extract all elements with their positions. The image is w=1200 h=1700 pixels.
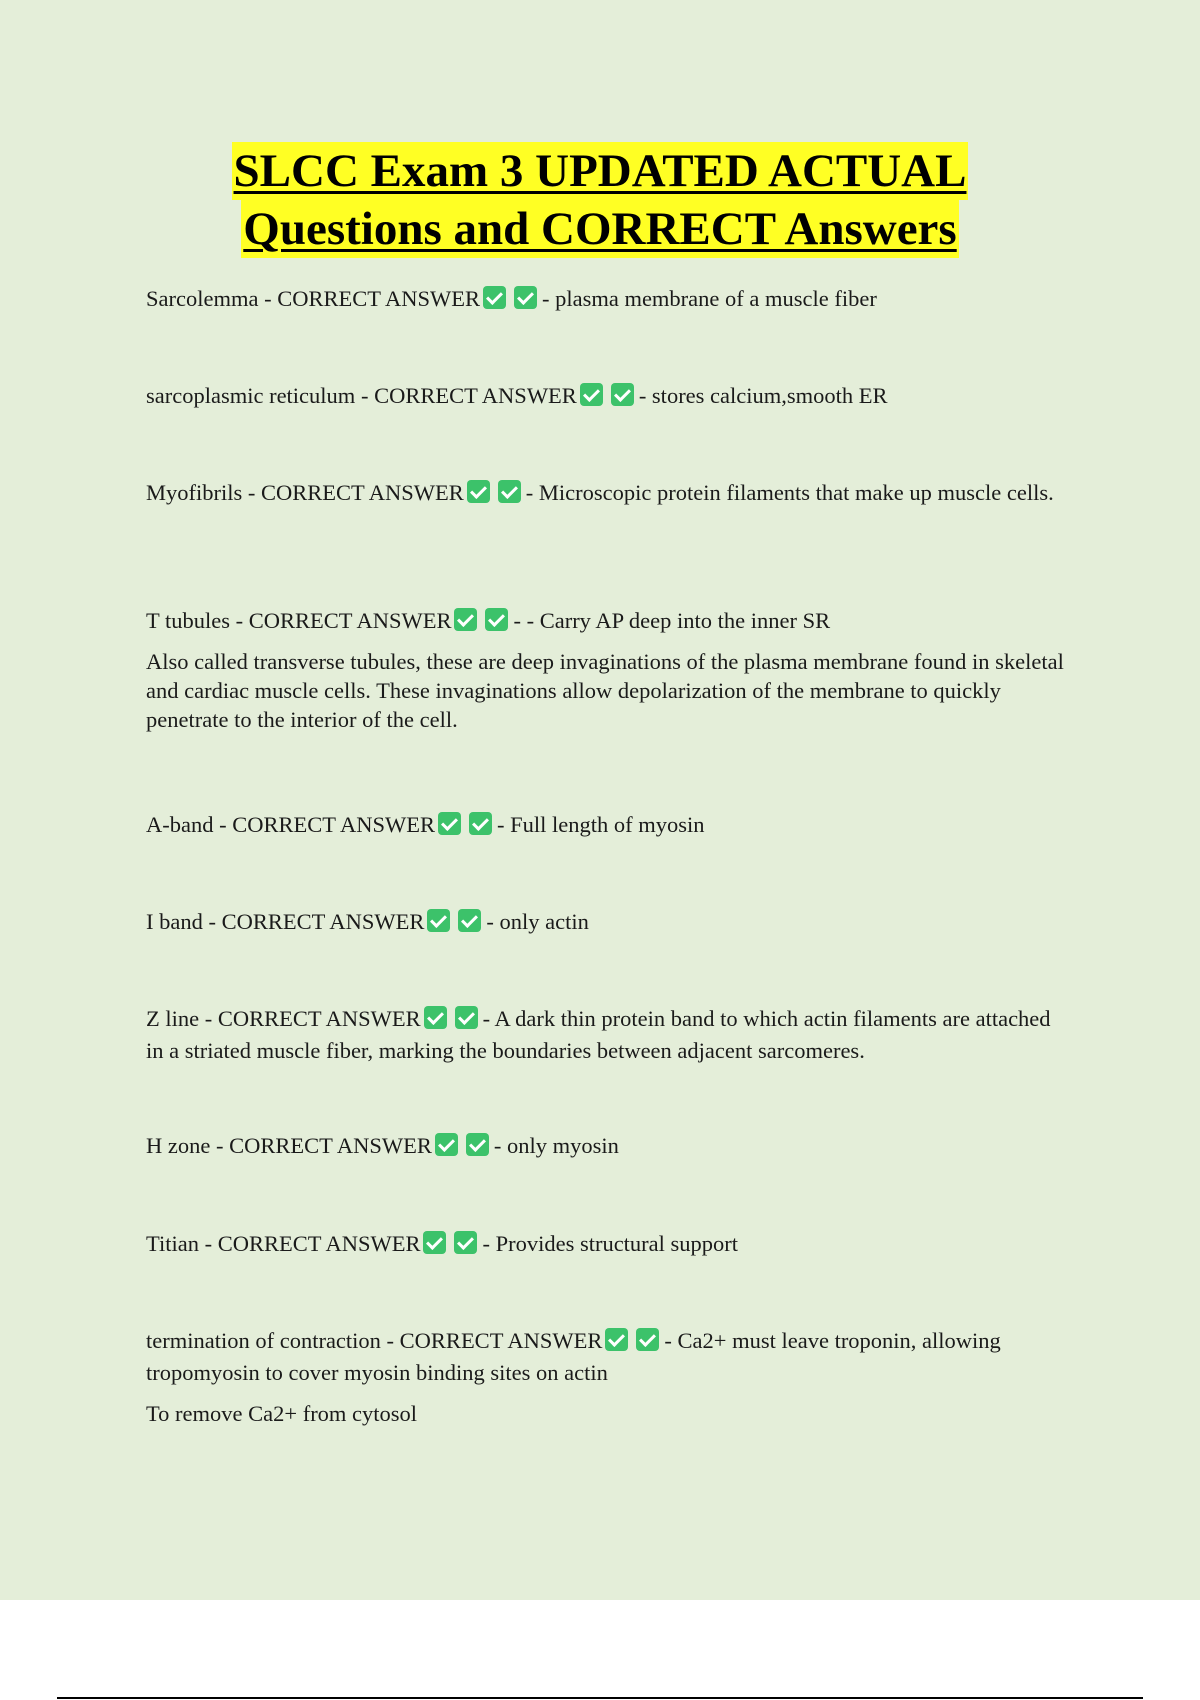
check-mark-icon — [485, 608, 508, 631]
answer-label: CORRECT ANSWER — [229, 1133, 432, 1158]
entry-term: termination of contraction — [146, 1328, 381, 1353]
entry-definition: - Ca2+ must leave troponin, allowing tropomyosin to cover myosin binding sites on actin — [146, 1328, 1001, 1385]
entry-term: Titian — [146, 1231, 199, 1256]
check-mark-icon — [454, 1231, 477, 1254]
entry-term: Myofibrils — [146, 480, 243, 505]
check-mark-icon — [469, 812, 492, 835]
qa-entry — [146, 809, 1066, 841]
entry-question-line — [146, 283, 1066, 315]
title-line-1: SLCC Exam 3 UPDATED ACTUAL — [232, 142, 969, 200]
qa-entry — [146, 605, 1066, 734]
entry-term: A-band — [146, 812, 214, 837]
qa-entry — [146, 477, 1066, 509]
answer-label: CORRECT ANSWER — [399, 1328, 603, 1353]
check-mark-icon — [611, 383, 634, 406]
entry-separator: - — [242, 480, 262, 505]
entry-separator: - — [355, 383, 375, 408]
entry-extra-paragraph: To remove Ca2+ from cytosol — [146, 1401, 418, 1426]
entry-question-line — [146, 605, 1066, 637]
check-mark-icon — [424, 1006, 447, 1029]
check-mark-icon — [636, 1328, 659, 1351]
entry-term: I band — [146, 909, 203, 934]
answer-label: CORRECT ANSWER — [217, 1231, 421, 1256]
check-mark-icon — [514, 286, 537, 309]
entry-definition: - - Carry AP deep into the inner SR — [513, 608, 831, 633]
qa-entry — [146, 1325, 1066, 1428]
check-mark-icon — [454, 608, 477, 631]
check-mark-icon — [605, 1328, 628, 1351]
check-mark-icon — [438, 812, 461, 835]
entry-separator: - — [229, 608, 249, 633]
entry-separator: - — [258, 286, 278, 311]
check-mark-icon — [466, 1133, 489, 1156]
entry-definition: - A dark thin protein band to which actin filaments are attached in a striated muscle fiber, marking the boundaries between adjacent sarcomeres. — [146, 1006, 1051, 1063]
answer-label: CORRECT ANSWER — [221, 909, 425, 934]
check-mark-icon — [423, 1231, 446, 1254]
entry-question-line — [146, 380, 1066, 412]
answer-label: CORRECT ANSWER — [232, 812, 435, 837]
entry-separator: - — [198, 1231, 218, 1256]
answer-label: CORRECT ANSWER — [277, 286, 480, 311]
check-mark-icon — [580, 383, 603, 406]
entry-definition: - plasma membrane of a muscle fiber — [541, 286, 877, 311]
entry-separator: - — [210, 1133, 230, 1158]
entry-term: H zone — [146, 1133, 211, 1158]
answer-label: CORRECT ANSWER — [248, 608, 452, 633]
check-mark-icon — [455, 1006, 478, 1029]
answer-label: CORRECT ANSWER — [217, 1006, 421, 1031]
check-mark-icon — [498, 480, 521, 503]
check-mark-icon — [427, 909, 450, 932]
qa-entry — [146, 380, 1066, 412]
entry-separator: - — [380, 1328, 400, 1353]
title-line-2: Questions and CORRECT Answers — [241, 200, 958, 258]
entry-term: T tubules — [146, 608, 230, 633]
entry-question-line — [146, 1228, 1066, 1260]
entry-question-line — [146, 1130, 1066, 1162]
check-mark-icon — [458, 909, 481, 932]
qa-entry — [146, 1003, 1066, 1067]
entry-separator: - — [202, 909, 222, 934]
entry-definition: - Full length of myosin — [496, 812, 705, 837]
check-mark-icon — [483, 286, 506, 309]
entry-extra-paragraph: Also called transverse tubules, these are deep invaginations of the plasma membrane found in skeletal and cardiac muscle cells. These invaginations allow depolarization of the membrane to quickly penetrate to the interior of the cell. — [146, 649, 1064, 732]
entry-definition: - only myosin — [493, 1133, 619, 1158]
entry-definition: - only actin — [486, 909, 589, 934]
entry-separator: - — [199, 1006, 218, 1031]
answer-label: CORRECT ANSWER — [374, 383, 577, 408]
entry-question-line — [146, 1325, 1066, 1389]
document-title — [0, 142, 1200, 258]
footer-divider — [57, 1697, 1143, 1699]
qa-entry — [146, 1130, 1066, 1162]
entry-definition: - Provides structural support — [482, 1231, 739, 1256]
entry-question-line — [146, 1003, 1066, 1067]
answer-label: CORRECT ANSWER — [261, 480, 464, 505]
entry-definition: - Microscopic protein filaments that make up muscle cells. — [525, 480, 1054, 505]
entry-separator: - — [213, 812, 233, 837]
check-mark-icon — [435, 1133, 458, 1156]
entry-term: Z line — [146, 1006, 200, 1031]
entry-definition: - stores calcium,smooth ER — [638, 383, 888, 408]
qa-entry — [146, 283, 1066, 315]
entry-question-line — [146, 477, 1066, 509]
entry-term: Sarcolemma — [146, 286, 259, 311]
entry-question-line — [146, 809, 1066, 841]
entry-term: sarcoplasmic reticulum — [146, 383, 356, 408]
qa-entry — [146, 906, 1066, 938]
entry-question-line — [146, 906, 1066, 938]
qa-entry — [146, 1228, 1066, 1260]
check-mark-icon — [467, 480, 490, 503]
